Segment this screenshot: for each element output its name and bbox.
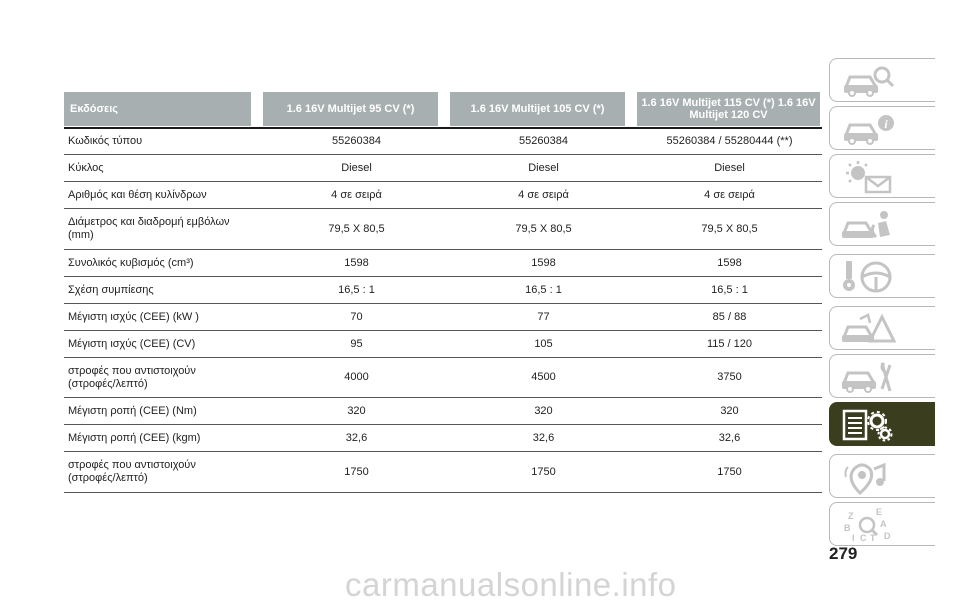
table-row bbox=[64, 155, 822, 182]
svg-text:A: A bbox=[880, 519, 887, 529]
svg-text:B: B bbox=[844, 523, 851, 533]
cell-value: 32,6 bbox=[718, 431, 741, 444]
svg-text:D: D bbox=[884, 531, 891, 541]
header-105cv: 1.6 16V Multijet 105 CV (*) bbox=[450, 92, 625, 126]
cell-value: 32,6 bbox=[345, 431, 368, 444]
cell-value: 4000 bbox=[344, 371, 369, 383]
svg-text:i: i bbox=[884, 117, 888, 131]
cell-value: 115 / 120 bbox=[706, 337, 753, 350]
engine-spec-table bbox=[64, 92, 822, 493]
cell-value: 16,5 : 1 bbox=[338, 283, 375, 296]
tab-maintenance[interactable] bbox=[829, 354, 935, 398]
cell-value: 55260384 bbox=[332, 135, 381, 147]
table-row bbox=[64, 129, 822, 155]
cell-value: Diesel bbox=[341, 161, 372, 174]
tab-multimedia[interactable] bbox=[829, 454, 935, 498]
cell-value: 79,5 X 80,5 bbox=[701, 222, 758, 235]
header-versions: Εκδόσεις bbox=[64, 92, 251, 126]
warning-light-mail-icon bbox=[840, 159, 896, 195]
cell-value: 3750 bbox=[717, 371, 742, 383]
key-steering-wheel-icon bbox=[840, 259, 896, 295]
cell-value: 1598 bbox=[531, 256, 556, 269]
cell-value: 32,6 bbox=[532, 431, 555, 444]
cell-value: 55260384 / 55280444 (**) bbox=[666, 135, 793, 147]
row-label: Σχέση συμπίεσης bbox=[68, 283, 154, 296]
cell-value: 16,5 : 1 bbox=[711, 283, 748, 296]
car-maintenance-icon bbox=[840, 359, 896, 395]
cell-value: 105 bbox=[534, 337, 553, 350]
svg-text:T: T bbox=[870, 533, 876, 543]
car-airbag-icon bbox=[840, 207, 896, 243]
cell-value: Diesel bbox=[528, 161, 559, 174]
cell-value: 95 bbox=[350, 337, 363, 350]
cell-value: Diesel bbox=[714, 161, 745, 174]
tab-safety[interactable] bbox=[829, 202, 935, 246]
row-label: Αριθμός και θέση κυλίνδρων bbox=[68, 188, 207, 201]
cell-value: 1598 bbox=[717, 256, 742, 269]
table-row bbox=[64, 209, 822, 250]
alphabetical-index-icon bbox=[840, 507, 896, 543]
tab-starting-driving[interactable] bbox=[829, 254, 935, 298]
cell-value: 1750 bbox=[531, 465, 556, 478]
row-label: Κύκλος bbox=[68, 161, 104, 174]
row-label: Κωδικός τύπου bbox=[68, 135, 143, 147]
table-row bbox=[64, 452, 822, 493]
row-label: Μέγιστη ροπή (CEE) (Nm) bbox=[68, 404, 197, 417]
cell-value: 4 σε σειρά bbox=[331, 188, 382, 201]
cell-value: 79,5 X 80,5 bbox=[515, 222, 572, 235]
car-info-icon bbox=[840, 111, 896, 147]
tab-warning-lights[interactable] bbox=[829, 154, 935, 198]
table-row bbox=[64, 331, 822, 358]
cell-value: 79,5 X 80,5 bbox=[328, 222, 385, 235]
specs-gears-icon bbox=[840, 407, 896, 443]
tab-index[interactable] bbox=[829, 502, 935, 546]
header-115-120cv: 1.6 16V Multijet 115 CV (*) 1.6 16V Multijet 120 CV bbox=[637, 92, 820, 126]
table-row bbox=[64, 250, 822, 277]
row-label: Συνολικός κυβισμός (cm³) bbox=[68, 256, 194, 269]
tab-technical-specs[interactable] bbox=[829, 402, 935, 446]
table-row bbox=[64, 277, 822, 304]
cell-value: 1598 bbox=[344, 256, 369, 269]
row-label: Μέγιστη ροπή (CEE) (kgm) bbox=[68, 431, 201, 444]
tab-car-info[interactable] bbox=[829, 106, 935, 150]
cell-value: 85 / 88 bbox=[712, 310, 747, 323]
cell-value: 55260384 bbox=[519, 135, 568, 147]
row-label: στροφές που αντιστοιχούν (στροφές/λεπτό) bbox=[68, 364, 196, 390]
table-row bbox=[64, 358, 822, 398]
row-label: Μέγιστη ισχύς (CEE) (CV) bbox=[68, 337, 196, 350]
svg-text:E: E bbox=[876, 507, 883, 517]
cell-value: 77 bbox=[537, 310, 550, 323]
page-number: 279 bbox=[829, 544, 858, 563]
table-row bbox=[64, 398, 822, 425]
svg-text:Z: Z bbox=[848, 511, 854, 521]
cell-value: 4 σε σειρά bbox=[704, 188, 755, 201]
row-label: Διάμετρος και διαδρομή εμβόλων (mm) bbox=[68, 216, 230, 241]
cell-value: 4 σε σειρά bbox=[518, 188, 569, 201]
table-row bbox=[64, 304, 822, 331]
table-row bbox=[64, 425, 822, 452]
row-label: Μέγιστη ισχύς (CEE) (kW ) bbox=[68, 310, 199, 323]
tab-emergency[interactable] bbox=[829, 306, 935, 350]
svg-text:C: C bbox=[860, 533, 867, 543]
cell-value: 1750 bbox=[717, 465, 742, 478]
header-95cv: 1.6 16V Multijet 95 CV (*) bbox=[263, 92, 438, 126]
row-label: στροφές που αντιστοιχούν (στροφές/λεπτό) bbox=[68, 459, 196, 484]
cell-value: 320 bbox=[347, 404, 366, 417]
table-row bbox=[64, 182, 822, 209]
table-header bbox=[64, 92, 822, 126]
cell-value: 1750 bbox=[344, 465, 369, 478]
multimedia-icon bbox=[840, 459, 896, 495]
tab-car-search[interactable] bbox=[829, 58, 935, 102]
car-search-icon bbox=[840, 63, 896, 99]
car-breakdown-icon bbox=[840, 311, 896, 347]
cell-value: 4500 bbox=[531, 371, 556, 383]
cell-value: 320 bbox=[534, 404, 553, 417]
watermark: carmanualsonline.info bbox=[345, 566, 677, 603]
cell-value: 320 bbox=[720, 404, 739, 417]
cell-value: 16,5 : 1 bbox=[525, 283, 562, 296]
cell-value: 70 bbox=[350, 310, 363, 323]
svg-text:I: I bbox=[852, 533, 855, 543]
